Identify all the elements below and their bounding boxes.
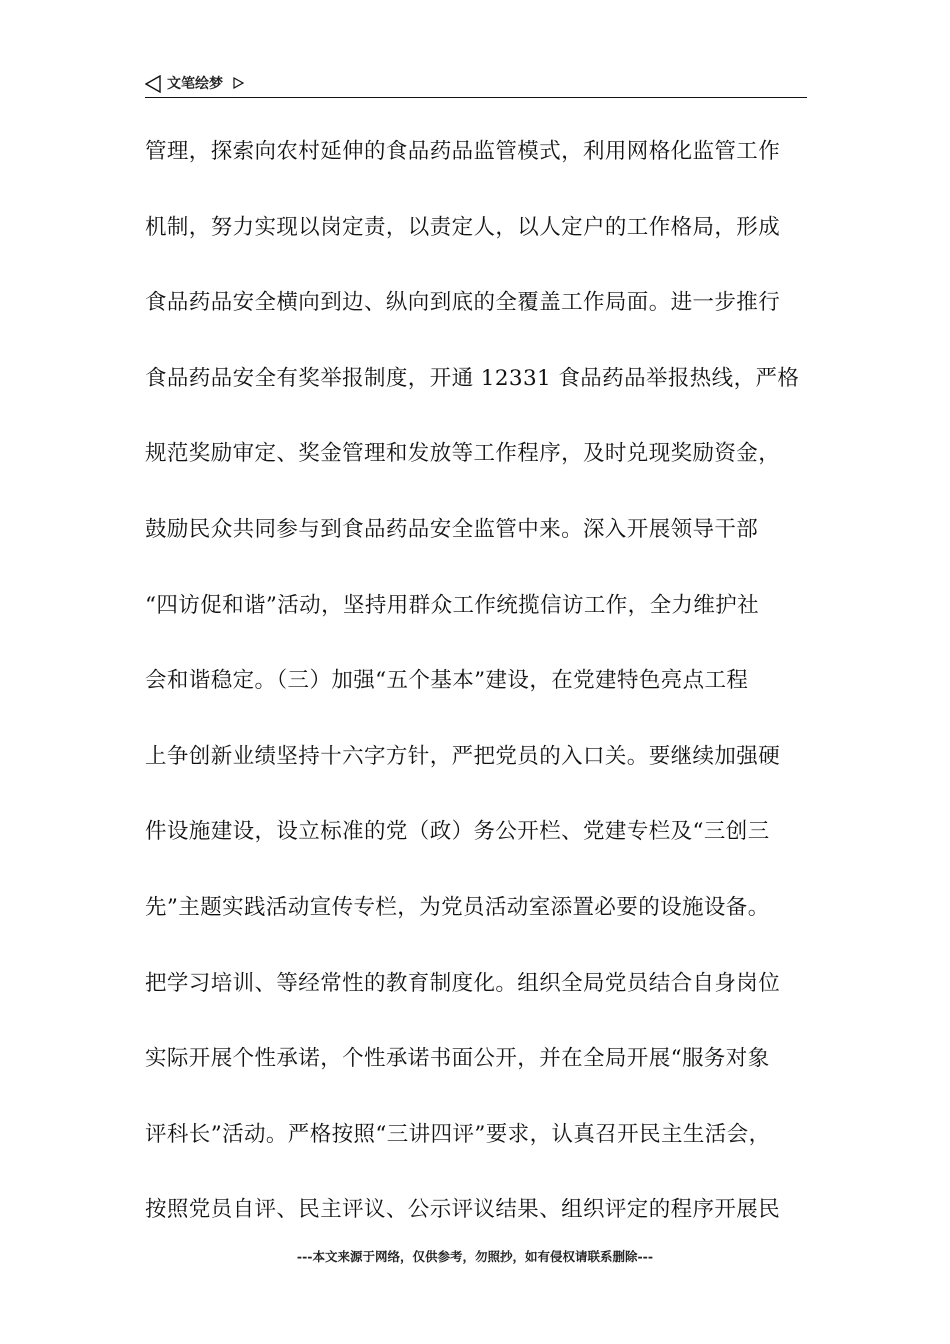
text-line: 实际开展个性承诺，个性承诺书面公开，并在全局开展“服务对象 (145, 1046, 770, 1072)
text-line: “四访促和谐”活动，坚持用群众工作统揽信访工作，全力维护社 (145, 592, 760, 618)
text-line: 件设施建设，设立标准的党（政）务公开栏、党建专栏及“三创三 (145, 819, 770, 845)
document-body (145, 131, 825, 1265)
right-triangle-icon (233, 77, 244, 89)
text-line: 食品药品安全横向到边、纵向到底的全覆盖工作局面。进一步推行 (145, 290, 781, 316)
left-triangle-icon (145, 75, 161, 93)
text-line: 规范奖励审定、奖金管理和发放等工作程序，及时兑现奖励资金， (145, 441, 781, 467)
text-line: 机制，努力实现以岗定责，以责定人，以人定户的工作格局，形成 (145, 214, 781, 240)
text-line: 评科长”活动。严格按照“三讲四评”要求，认真召开民主生活会， (145, 1121, 771, 1147)
header-divider (145, 97, 807, 98)
page-header (145, 72, 807, 98)
text-line: 按照党员自评、民主评议、公示评议结果、组织评定的程序开展民 (145, 1197, 781, 1223)
text-line: 管理，探索向农村延伸的食品药品监管模式，利用网格化监管工作 (145, 139, 781, 164)
text-line: 会和谐稳定。（三）加强“五个基本”建设，在党建特色亮点工程 (145, 668, 749, 694)
text-line: 上争创新业绩坚持十六字方针，严把党员的入口关。要继续加强硬 (145, 743, 781, 769)
text-line: 把学习培训、等经常性的教育制度化。组织全局党员结合自身岗位 (145, 970, 781, 996)
text-line: 食品药品安全有奖举报制度，开通 12331 食品药品举报热线，严格 (145, 365, 800, 391)
text-line: 鼓励民众共同参与到食品药品安全监管中来。深入开展领导干部 (145, 516, 759, 542)
page-footer-disclaimer: ---本文来源于网络，仅供参考，勿照抄，如有侵权请联系删除--- (296, 1249, 654, 1264)
text-line: 先”主题实践活动宣传专栏，为党员活动室添置必要的设施设备。 (145, 894, 770, 920)
header-title: 文笔绘梦 (167, 76, 223, 92)
